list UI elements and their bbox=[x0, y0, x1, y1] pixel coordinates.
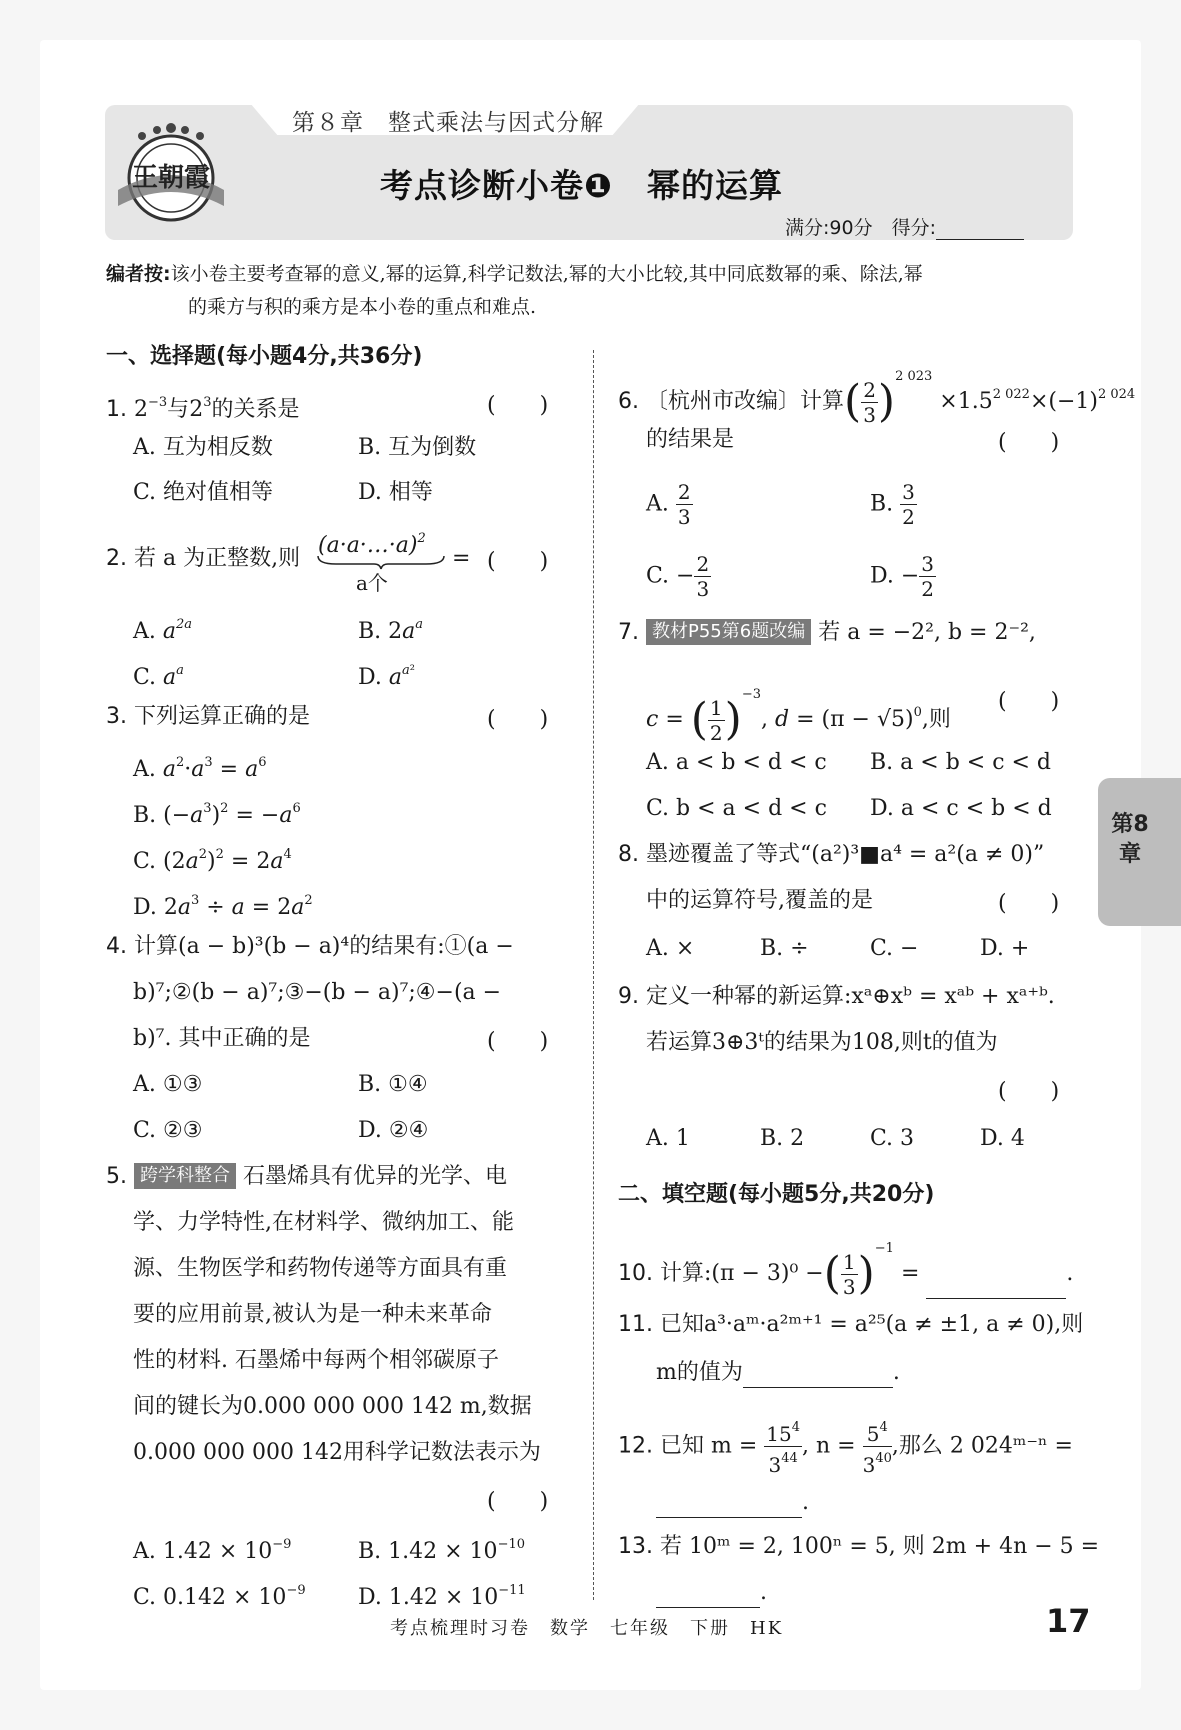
q2-brace-bottom: a个 bbox=[356, 571, 388, 595]
question-3: 3. 下列运算正确的是 bbox=[106, 704, 311, 729]
editor-note-lead: 编者按: bbox=[106, 263, 171, 285]
answer-paren-q2[interactable]: ( ) bbox=[487, 549, 549, 574]
editor-note bbox=[106, 258, 1074, 324]
svg-text:王朝霞: 王朝霞 bbox=[131, 163, 211, 193]
q4-option-a[interactable]: A. ①③ bbox=[133, 1072, 203, 1097]
q4-option-b[interactable]: B. ①④ bbox=[358, 1072, 428, 1097]
answer-paren-q3[interactable]: ( ) bbox=[487, 707, 549, 732]
q5-option-a[interactable]: A. $1.42 \times 10^{-9}$ bbox=[133, 1537, 292, 1564]
answer-paren-q5[interactable]: ( ) bbox=[487, 1489, 549, 1514]
score-blank[interactable] bbox=[936, 219, 1024, 240]
footer-text: 考点梳理时习卷 数学 七年级 下册 HK bbox=[390, 1618, 784, 1639]
q7-option-b[interactable]: B. a < b < c < d bbox=[870, 750, 1052, 775]
q5-option-d[interactable]: D. $1.42 \times 10^{-11}$ bbox=[358, 1583, 526, 1610]
q6-option-d[interactable]: D. − $\frac{3}{2}$ bbox=[870, 552, 935, 601]
chapter-title: 第８章 整式乘法与因式分解 bbox=[292, 110, 604, 136]
q3-option-c[interactable]: C. $(2a^2)^2 = 2a^4$ bbox=[133, 847, 292, 874]
q3-option-a[interactable]: A. $a^2\cdot a^3 = a^6$ bbox=[133, 755, 267, 782]
q2-option-d[interactable]: D. $a^{a^2}$ bbox=[358, 663, 415, 690]
question-8-line2: 中的运算符号,覆盖的是 bbox=[646, 888, 873, 913]
question-6-line2: 的结果是 bbox=[646, 427, 735, 452]
q8-option-a[interactable]: A. × bbox=[646, 936, 695, 961]
q2-equals: = bbox=[452, 546, 471, 571]
question-12: 12. 已知 m = $\frac{15^4}{3^{44}}$ , n = $\frac{5^4}{3^{40}}$ ,那么 2 024ᵐ⁻ⁿ = bbox=[618, 1416, 1073, 1477]
q6-option-a[interactable]: A. $\frac{2}{3}$ bbox=[646, 480, 691, 529]
publisher-logo-icon bbox=[112, 120, 230, 230]
tag-cross-subject: 跨学科整合 bbox=[134, 1163, 236, 1189]
q2-brace-top: (a·a·…·a)$^2$ bbox=[318, 531, 426, 558]
q12-answer-line: . bbox=[656, 1488, 809, 1518]
q8-option-b[interactable]: B. ÷ bbox=[760, 936, 809, 961]
question-1: 1. $2^{-3}$与$2^3$的关系是 bbox=[106, 395, 300, 422]
q8-option-d[interactable]: D. + bbox=[980, 936, 1030, 961]
q1-option-a[interactable]: A. 互为相反数 bbox=[133, 435, 273, 460]
q2-option-c[interactable]: C. $a^a$ bbox=[133, 663, 184, 690]
question-7-line2: c = ( $\frac{1}{2}$ )$^{-3}$, $d = (\pi - √5)^0$,则 bbox=[646, 687, 951, 745]
q3-option-b[interactable]: B. $(-a^3)^2 = -a^6$ bbox=[133, 801, 301, 828]
question-5-line4: 要的应用前景,被认为是一种未来革命 bbox=[133, 1302, 492, 1327]
question-6-line1: 6. 〔杭州市改编〕计算( $\frac{2}{3}$ )$^{2 023} \times 1.5^{2 022}\times(-1)^{2 024}$ bbox=[618, 369, 1136, 427]
q2-option-b[interactable]: B. $2a^a$ bbox=[358, 617, 424, 644]
question-5-line2: 学、力学特性,在材料学、微纳加工、能 bbox=[133, 1210, 514, 1235]
answer-paren-q4[interactable]: ( ) bbox=[487, 1029, 549, 1054]
section-title-choice: 一、选择题(每小题4分,共36分) bbox=[106, 344, 423, 369]
q9-option-b[interactable]: B. 2 bbox=[760, 1126, 805, 1151]
question-5-line7: 0.000 000 000 142用科学记数法表示为 bbox=[133, 1440, 541, 1465]
question-8-line1: 8. 墨迹覆盖了等式“(a²)³■a⁴ = a²(a ≠ 0)” bbox=[618, 842, 1045, 867]
q8-option-c[interactable]: C. − bbox=[870, 936, 919, 961]
question-7-line1: 7. 教材P55第6题改编 若 a = −2², b = 2⁻², bbox=[618, 620, 1036, 645]
answer-paren-q1[interactable]: ( ) bbox=[487, 393, 549, 418]
q13-answer-line: . bbox=[656, 1578, 767, 1608]
question-10: 10. 计算:(π − 3)⁰ −( $\frac{1}{3}$ )$^{-1}$ = . bbox=[618, 1241, 1074, 1299]
question-4-line1: 4. 计算(a − b)³(b − a)⁴的结果有:①(a − bbox=[106, 934, 514, 959]
page-title: 考点诊断小卷❶ 幂的运算 bbox=[380, 166, 783, 205]
q4-option-c[interactable]: C. ②③ bbox=[133, 1118, 203, 1143]
q1-option-d[interactable]: D. 相等 bbox=[358, 480, 433, 505]
page-number: 17 bbox=[1046, 1602, 1091, 1640]
q5-option-c[interactable]: C. $0.142 \times 10^{-9}$ bbox=[133, 1583, 306, 1610]
section-title-fill: 二、填空题(每小题5分,共20分) bbox=[618, 1182, 935, 1207]
question-5-line1: 5. 跨学科整合 石墨烯具有优异的光学、电 bbox=[106, 1164, 508, 1189]
column-divider bbox=[593, 350, 594, 1600]
editor-note-line1: 该小卷主要考查幂的意义,幂的运算,科学记数法,幂的大小比较,其中同底数幂的乘、除法,幂 bbox=[170, 263, 923, 285]
answer-blank-q13[interactable] bbox=[656, 1583, 760, 1608]
question-2: 2. 若 a 为正整数,则 bbox=[106, 546, 301, 571]
question-5-line5: 性的材料. 石墨烯中每两个相邻碳原子 bbox=[133, 1348, 499, 1373]
tag-textbook: 教材P55第6题改编 bbox=[646, 619, 811, 645]
chapter-side-tab-label: 第8章 bbox=[1111, 812, 1149, 867]
question-13-line1: 13. 若 10ᵐ = 2, 100ⁿ = 5, 则 2m + 4n − 5 = bbox=[618, 1534, 1100, 1559]
question-4-line3: b)⁷. 其中正确的是 bbox=[133, 1026, 311, 1051]
q1-option-b[interactable]: B. 互为倒数 bbox=[358, 435, 477, 460]
answer-blank-q12[interactable] bbox=[656, 1493, 802, 1518]
q5-option-b[interactable]: B. $1.42 \times 10^{-10}$ bbox=[358, 1537, 525, 1564]
answer-paren-q6[interactable]: ( ) bbox=[998, 430, 1060, 455]
q6-option-c[interactable]: C. − $\frac{2}{3}$ bbox=[646, 552, 710, 601]
q7-option-d[interactable]: D. a < c < b < d bbox=[870, 796, 1052, 821]
answer-blank-q11[interactable] bbox=[743, 1363, 893, 1388]
q4-option-d[interactable]: D. ②④ bbox=[358, 1118, 429, 1143]
question-5-line6: 间的键长为0.000 000 000 142 m,数据 bbox=[133, 1394, 532, 1419]
score-label: 满分:90分 得分: bbox=[785, 217, 936, 239]
question-9-line2: 若运算3⊕3ᵗ的结果为108,则t的值为 bbox=[646, 1030, 998, 1055]
question-4-line2: b)⁷;②(b − a)⁷;③−(b − a)⁷;④−(a − bbox=[133, 980, 502, 1005]
q9-option-a[interactable]: A. 1 bbox=[646, 1126, 690, 1151]
answer-paren-q7[interactable]: ( ) bbox=[998, 689, 1060, 714]
q2-option-a[interactable]: A. $a^{2a}$ bbox=[133, 617, 193, 644]
question-5-line3: 源、生物医学和药物传递等方面具有重 bbox=[133, 1256, 508, 1281]
answer-paren-q8[interactable]: ( ) bbox=[998, 891, 1060, 916]
q9-option-d[interactable]: D. 4 bbox=[980, 1126, 1025, 1151]
q7-option-a[interactable]: A. a < b < d < c bbox=[646, 750, 827, 775]
question-11-line1: 11. 已知a³·aᵐ·a²ᵐ⁺¹ = a²⁵(a ≠ ±1, a ≠ 0),则 bbox=[618, 1312, 1084, 1337]
q6-option-b[interactable]: B. $\frac{3}{2}$ bbox=[870, 480, 915, 529]
question-11-line2: m的值为 . bbox=[656, 1358, 900, 1388]
answer-blank-q10[interactable] bbox=[926, 1274, 1066, 1299]
question-9-line1: 9. 定义一种幂的新运算:xᵃ⊕xᵇ = xᵃᵇ + xᵃ⁺ᵇ. bbox=[618, 984, 1055, 1009]
answer-paren-q9[interactable]: ( ) bbox=[998, 1079, 1060, 1104]
q9-option-c[interactable]: C. 3 bbox=[870, 1126, 915, 1151]
editor-note-line2: 的乘方与积的乘方是本小卷的重点和难点. bbox=[188, 296, 537, 318]
q7-option-c[interactable]: C. b < a < d < c bbox=[646, 796, 827, 821]
score-line bbox=[785, 213, 1024, 240]
q1-option-c[interactable]: C. 绝对值相等 bbox=[133, 480, 274, 505]
q3-option-d[interactable]: D. $2a^3 \div a = 2a^2$ bbox=[133, 893, 313, 920]
